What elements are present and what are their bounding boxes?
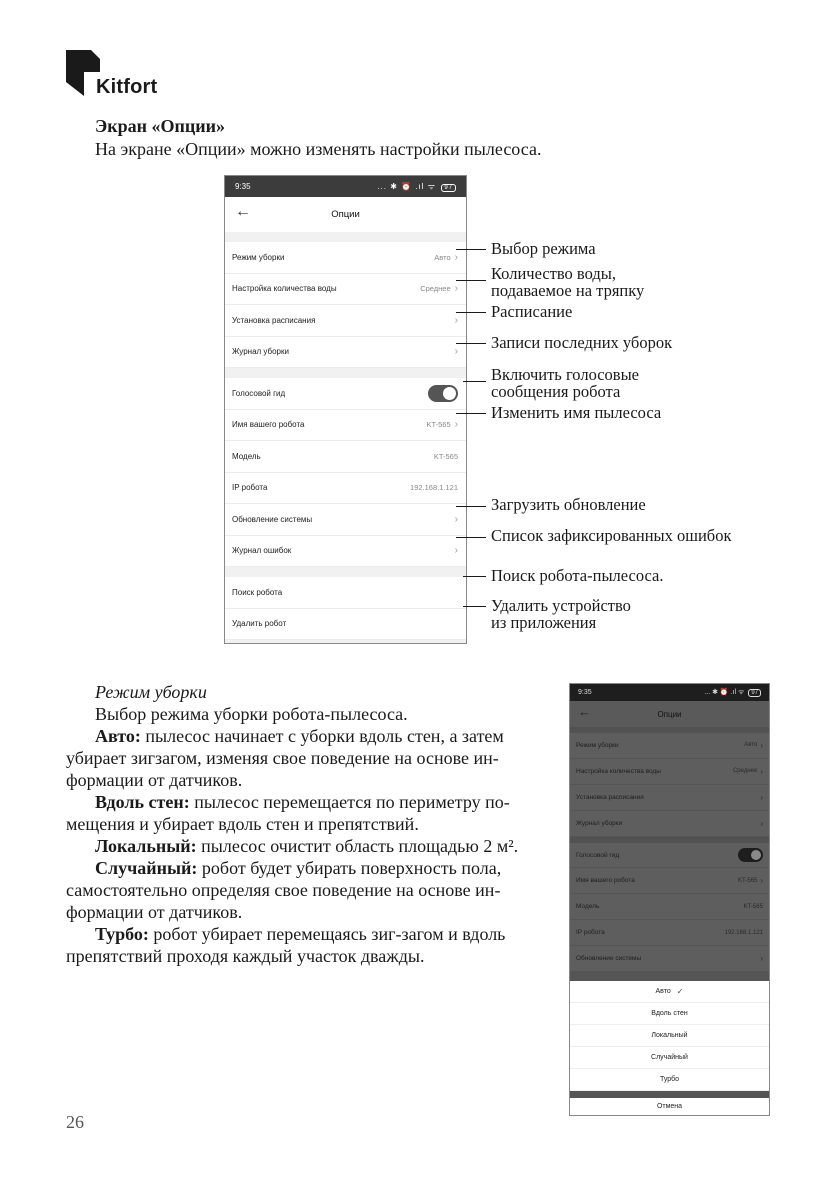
row-label: Модель bbox=[576, 903, 600, 911]
body-line: убирает зигзагом, изменяя свое поведение на основе ин- bbox=[66, 748, 499, 768]
settings-row-0[interactable] bbox=[570, 733, 769, 759]
mode-option-2[interactable] bbox=[570, 1025, 769, 1047]
status-icons bbox=[377, 181, 456, 192]
row-label: Обновление системы bbox=[232, 514, 313, 524]
checkmark-icon: ✓ bbox=[676, 987, 684, 996]
settings-row-4[interactable] bbox=[570, 843, 769, 869]
row-value bbox=[738, 876, 763, 885]
mode-description: пылесос начинает с уборки вдоль стен, а затем bbox=[140, 726, 504, 746]
row-value bbox=[757, 793, 763, 802]
body-line bbox=[95, 923, 505, 945]
chevron-right-icon: › bbox=[760, 740, 763, 750]
callout-line bbox=[463, 606, 486, 607]
callout-water-2: подаваемое на тряпку bbox=[491, 281, 645, 300]
settings-row-8[interactable] bbox=[570, 946, 769, 972]
callout-history: Записи последних уборок bbox=[491, 333, 673, 352]
settings-row-4[interactable] bbox=[225, 378, 466, 410]
chevron-right-icon: › bbox=[760, 766, 763, 776]
chevron-right-icon: › bbox=[760, 876, 763, 886]
body-line bbox=[95, 791, 510, 813]
row-label: Поиск робота bbox=[232, 587, 283, 597]
row-value bbox=[410, 483, 458, 492]
callout-water-1: Количество воды, bbox=[491, 264, 616, 283]
callout-line bbox=[456, 249, 486, 250]
row-value bbox=[451, 514, 458, 525]
row-value bbox=[744, 904, 763, 910]
mode-description: пылесос перемещается по периметру по- bbox=[189, 792, 510, 812]
status-bar bbox=[225, 176, 466, 197]
settings-row-5[interactable] bbox=[570, 868, 769, 894]
body-line bbox=[95, 835, 518, 857]
row-value-text: Среднее bbox=[732, 768, 758, 775]
chevron-right-icon: › bbox=[454, 419, 458, 431]
settings-row-2[interactable] bbox=[225, 305, 466, 337]
chevron-right-icon: › bbox=[454, 346, 458, 358]
callout-voice-2: сообщения робота bbox=[491, 382, 621, 401]
settings-row-6[interactable] bbox=[570, 894, 769, 920]
body-line: формации от датчиков. bbox=[66, 902, 243, 922]
callout-line bbox=[463, 576, 486, 577]
settings-row-6[interactable] bbox=[225, 441, 466, 473]
status-icons bbox=[704, 688, 761, 697]
settings-row-10[interactable] bbox=[225, 577, 466, 609]
row-label: Обновление системы bbox=[576, 955, 642, 963]
row-value-text: Авто bbox=[434, 252, 451, 262]
row-value bbox=[451, 545, 458, 556]
row-value bbox=[434, 452, 458, 461]
mode-description: робот будет убирать поверхность пола, bbox=[197, 858, 502, 878]
callout-find: Поиск робота-пылесоса. bbox=[491, 566, 664, 585]
group-divider bbox=[225, 232, 466, 242]
callout-rename: Изменить имя пылесоса bbox=[491, 403, 662, 422]
cancel-button[interactable]: Отмена bbox=[570, 1094, 769, 1115]
callout-line bbox=[456, 537, 486, 538]
callout-schedule: Расписание bbox=[491, 302, 573, 321]
row-label: Голосовой гид bbox=[232, 388, 286, 398]
settings-row-1[interactable] bbox=[225, 274, 466, 306]
row-value-text: Среднее bbox=[420, 284, 451, 294]
row-value bbox=[733, 767, 763, 776]
section-title: Экран «Опции» bbox=[95, 116, 225, 136]
row-value bbox=[420, 283, 458, 294]
mode-option-label: Авто bbox=[655, 988, 671, 995]
row-label: Режим уборки bbox=[232, 252, 285, 262]
mode-term: Турбо: bbox=[95, 924, 149, 944]
back-arrow-icon[interactable]: ← bbox=[235, 203, 251, 220]
chevron-right-icon: › bbox=[454, 545, 458, 557]
settings-row-3[interactable] bbox=[570, 811, 769, 837]
row-value-text: 192.168.1.121 bbox=[410, 483, 458, 493]
mode-option-4[interactable] bbox=[570, 1069, 769, 1091]
mode-description: пылесос очистит область площадью 2 м². bbox=[196, 836, 519, 856]
row-value-text: KT-565 bbox=[743, 903, 763, 910]
body-intro: Выбор режима уборки робота-пылесоса. bbox=[95, 704, 408, 724]
row-value-text: Авто bbox=[744, 742, 758, 749]
settings-row-7[interactable] bbox=[570, 920, 769, 946]
mode-term: Авто: bbox=[95, 726, 141, 746]
status-indicator-icons: ... ✱ ⏰ .ıl ᯤ bbox=[377, 182, 437, 191]
row-label: Настройка количества воды bbox=[576, 767, 661, 775]
app-bar bbox=[570, 701, 769, 727]
mode-option-1[interactable] bbox=[570, 1003, 769, 1025]
chevron-right-icon: › bbox=[454, 513, 458, 525]
screen-title: Опции bbox=[657, 709, 682, 719]
body-line: мещения и убирает вдоль стен и препятствий. bbox=[66, 814, 419, 834]
cleaning-mode-sheet bbox=[570, 981, 769, 1091]
row-label: Установка расписания bbox=[232, 315, 316, 325]
row-label: Журнал уборки bbox=[576, 819, 623, 827]
chevron-right-icon: › bbox=[760, 792, 763, 802]
row-label: Модель bbox=[232, 451, 261, 461]
body-line: препятствий проходя каждый участок дважды. bbox=[66, 946, 425, 966]
body-line: формации от датчиков. bbox=[66, 770, 243, 790]
body-line bbox=[95, 725, 504, 747]
callout-delete-1: Удалить устройство bbox=[491, 596, 631, 615]
settings-row-1[interactable] bbox=[570, 759, 769, 785]
mode-term: Вдоль стен: bbox=[95, 792, 190, 812]
logo-text: Kitfort bbox=[96, 76, 158, 98]
row-label: Журнал ошибок bbox=[232, 546, 292, 556]
chevron-right-icon: › bbox=[454, 251, 458, 263]
voice-guide-toggle[interactable] bbox=[428, 385, 458, 402]
kitfort-logo-mark-icon bbox=[66, 50, 100, 96]
mode-option-label: Локальный bbox=[651, 1032, 688, 1039]
row-label: IP робота bbox=[232, 483, 268, 493]
settings-row-7[interactable] bbox=[225, 473, 466, 505]
settings-row-8[interactable] bbox=[225, 504, 466, 536]
kitfort-logo bbox=[66, 50, 176, 100]
callout-voice-1: Включить голосовые bbox=[491, 365, 640, 384]
app-bar bbox=[225, 197, 466, 232]
row-label: Установка расписания bbox=[576, 793, 644, 801]
mode-description: робот убирает перемещаясь зиг-загом и вдоль bbox=[148, 924, 506, 944]
status-time: 9:35 bbox=[578, 689, 592, 696]
chevron-right-icon: › bbox=[454, 283, 458, 295]
row-value-text: KT-565 bbox=[433, 451, 458, 461]
chevron-right-icon: › bbox=[454, 314, 458, 326]
row-value bbox=[434, 252, 458, 263]
subheading: Режим уборки bbox=[95, 682, 207, 702]
mode-term: Случайный: bbox=[95, 858, 198, 878]
row-label: Настройка количества воды bbox=[232, 284, 337, 294]
status-bar bbox=[570, 684, 769, 701]
callout-line bbox=[456, 312, 486, 313]
options-screen-screenshot bbox=[224, 175, 467, 644]
callout-line bbox=[456, 343, 486, 344]
back-arrow-icon[interactable]: ← bbox=[578, 704, 591, 719]
cleaning-mode-sheet-screenshot bbox=[569, 683, 770, 1116]
mode-option-label: Случайный bbox=[651, 1054, 688, 1061]
row-value bbox=[757, 819, 763, 828]
body-line: самостоятельно определяя свое поведение на основе ин- bbox=[66, 880, 501, 900]
row-label: Режим уборки bbox=[576, 741, 619, 749]
row-value bbox=[451, 346, 458, 357]
callout-line bbox=[456, 506, 486, 507]
mode-option-3[interactable] bbox=[570, 1047, 769, 1069]
settings-row-9[interactable] bbox=[225, 536, 466, 568]
row-value bbox=[725, 930, 763, 936]
row-value-text: 192.168.1.121 bbox=[724, 929, 763, 936]
chevron-right-icon: › bbox=[760, 818, 763, 828]
row-value bbox=[744, 741, 763, 750]
screen-title: Опции bbox=[331, 209, 360, 220]
row-value bbox=[426, 419, 458, 430]
row-label: Журнал уборки bbox=[232, 347, 289, 357]
callout-update: Загрузить обновление bbox=[491, 495, 646, 514]
voice-guide-toggle[interactable] bbox=[738, 848, 763, 862]
row-label: Имя вашего робота bbox=[232, 420, 305, 430]
settings-row-2[interactable] bbox=[570, 785, 769, 811]
group-divider bbox=[225, 368, 466, 378]
settings-row-3[interactable] bbox=[225, 337, 466, 369]
status-indicator-icons: ... ✱ ⏰ .ıl ᯤ bbox=[704, 689, 745, 696]
status-time: 9:35 bbox=[235, 182, 251, 191]
callout-errors: Список зафиксированных ошибок bbox=[491, 526, 732, 545]
body-line bbox=[95, 857, 501, 879]
row-label: Голосовой гид bbox=[576, 851, 620, 859]
mode-term: Локальный: bbox=[95, 836, 197, 856]
row-label: Имя вашего робота bbox=[576, 877, 635, 885]
callout-mode: Выбор режима bbox=[491, 239, 596, 258]
callout-line bbox=[456, 280, 486, 281]
callout-line bbox=[463, 381, 486, 382]
callout-delete-2: из приложения bbox=[491, 613, 597, 632]
row-value-text: KT-565 bbox=[737, 877, 758, 884]
settings-row-11[interactable] bbox=[225, 609, 466, 641]
callout-line bbox=[456, 413, 486, 414]
battery-icon: 97 bbox=[748, 689, 761, 697]
page-number: 26 bbox=[66, 1112, 84, 1132]
chevron-right-icon: › bbox=[760, 954, 763, 964]
row-label: IP робота bbox=[576, 929, 605, 937]
row-value bbox=[757, 954, 763, 963]
mode-option-0[interactable] bbox=[570, 981, 769, 1003]
battery-icon: 97 bbox=[441, 184, 456, 192]
mode-option-label: Турбо bbox=[659, 1076, 680, 1083]
section-intro: На экране «Опции» можно изменять настройки пылесоса. bbox=[95, 139, 542, 159]
row-label: Удалить робот bbox=[232, 619, 287, 629]
mode-option-label: Вдоль стен bbox=[651, 1010, 688, 1017]
settings-row-0[interactable] bbox=[225, 242, 466, 274]
row-value bbox=[451, 315, 458, 326]
group-divider bbox=[225, 567, 466, 577]
row-value-text: KT-565 bbox=[426, 420, 451, 430]
settings-row-5[interactable] bbox=[225, 410, 466, 442]
